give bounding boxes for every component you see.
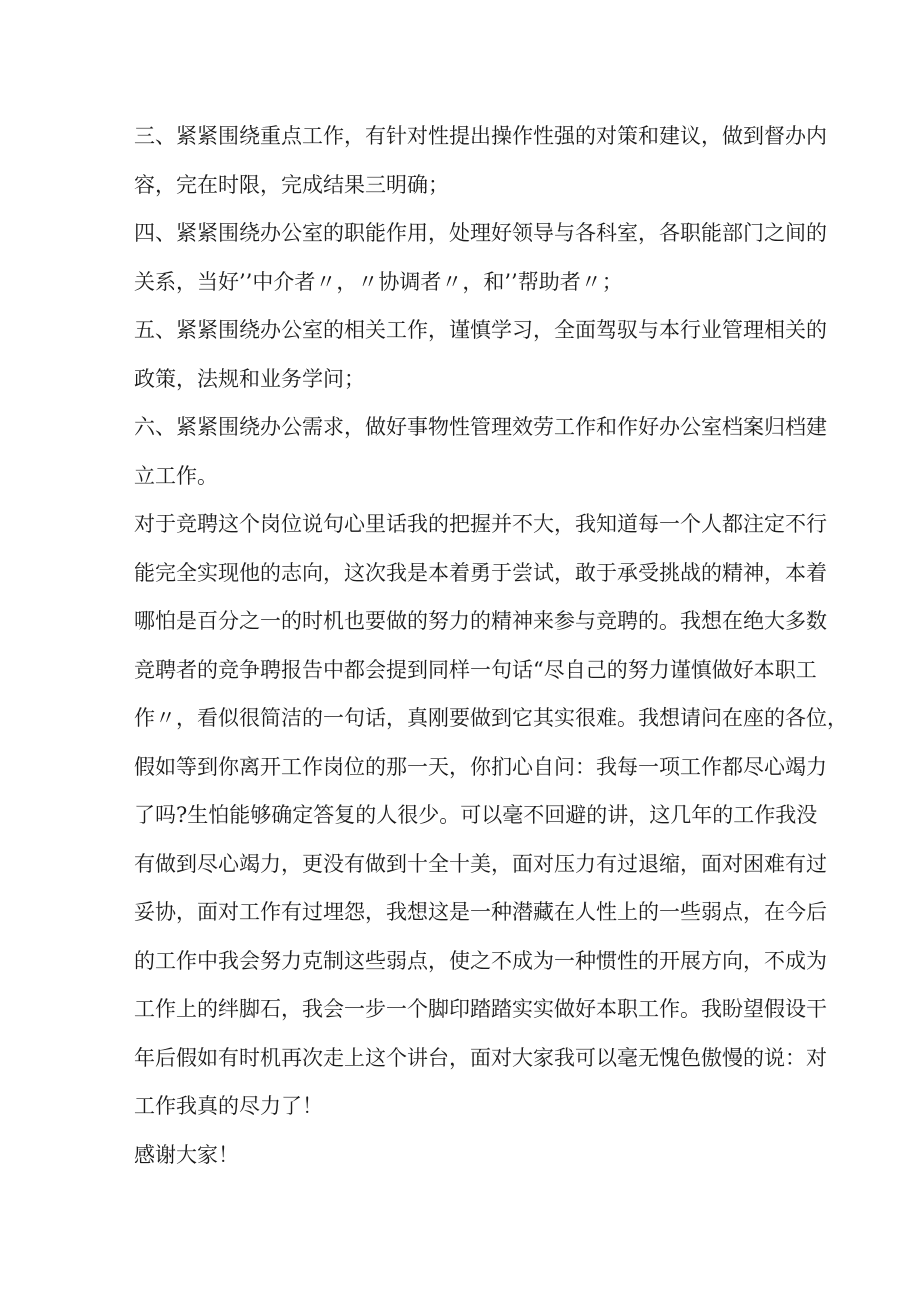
text-line: 对于竞聘这个岗位说句心里话我的把握并不大，我知道每一个人都注定不行 <box>134 512 827 536</box>
text-line: 竞聘者的竞争聘报告中都会提到同样一句话“尽自己的努力谨慎做好本职工 <box>134 657 817 682</box>
text-line: 能完全实现他的志向，这次我是本着勇于尝试，敢于承受挑战的精神，本着 <box>134 560 827 585</box>
text-line: 年后假如有时机再次走上这个讲台，面对大家我可以毫无愧色傲慢的说：对 <box>134 1045 827 1070</box>
text-line: 立工作。 <box>134 463 218 488</box>
document-body <box>134 112 848 1179</box>
text-line: 政策，法规和业务学问； <box>134 366 365 391</box>
text-line: 有做到尽心竭力，更没有做到十全十美，面对压力有过退缩，面对困难有过 <box>134 851 827 876</box>
text-line: 工作我真的尽力了！ <box>134 1094 323 1118</box>
text-line: 五、紧紧围绕办公室的相关工作，谨慎学习，全面驾驭与本行业管理相关的 <box>134 318 827 342</box>
text-line: 三、紧紧围绕重点工作，有针对性提出操作性强的对策和建议，做到督办内 <box>134 124 827 148</box>
text-line: 妥协，面对工作有过埋怨，我想这是一种潜藏在人性上的一些弱点，在今后 <box>134 900 827 924</box>
text-line: 六、紧紧围绕办公需求，做好事物性管理效劳工作和作好办公室档案归档建 <box>134 415 827 439</box>
text-line: 关系，当好’’中介者〃，〃协调者〃，和’’帮助者〃； <box>134 269 623 294</box>
text-line: 的工作中我会努力克制这些弱点，使之不成为一种惯性的开展方向，不成为 <box>134 948 827 973</box>
text-line: 工作上的绊脚石，我会一步一个脚印踏踏实实做好本职工作。我盼望假设干 <box>134 997 827 1021</box>
text-line: 了吗?生怕能够确定答复的人很少。可以毫不回避的讲，这几年的工作我没 <box>134 803 818 827</box>
text-line: 假如等到你离开工作岗位的那一天，你扪心自问：我每一项工作都尽心竭力 <box>134 754 827 779</box>
text-line: 作〃，看似很简洁的一句话，真刚要做到它其实很难。我想请问在座的各位， <box>134 706 848 730</box>
text-line: 四、紧紧围绕办公室的职能作用，处理好领导与各科室，各职能部门之间的 <box>134 221 827 245</box>
text-line: 感谢大家！ <box>134 1142 239 1167</box>
text-line: 容，完在时限，完成结果三明确； <box>134 172 449 197</box>
text-line: 哪怕是百分之一的时机也要做的努力的精神来参与竞聘的。我想在绝大多数 <box>134 609 827 633</box>
